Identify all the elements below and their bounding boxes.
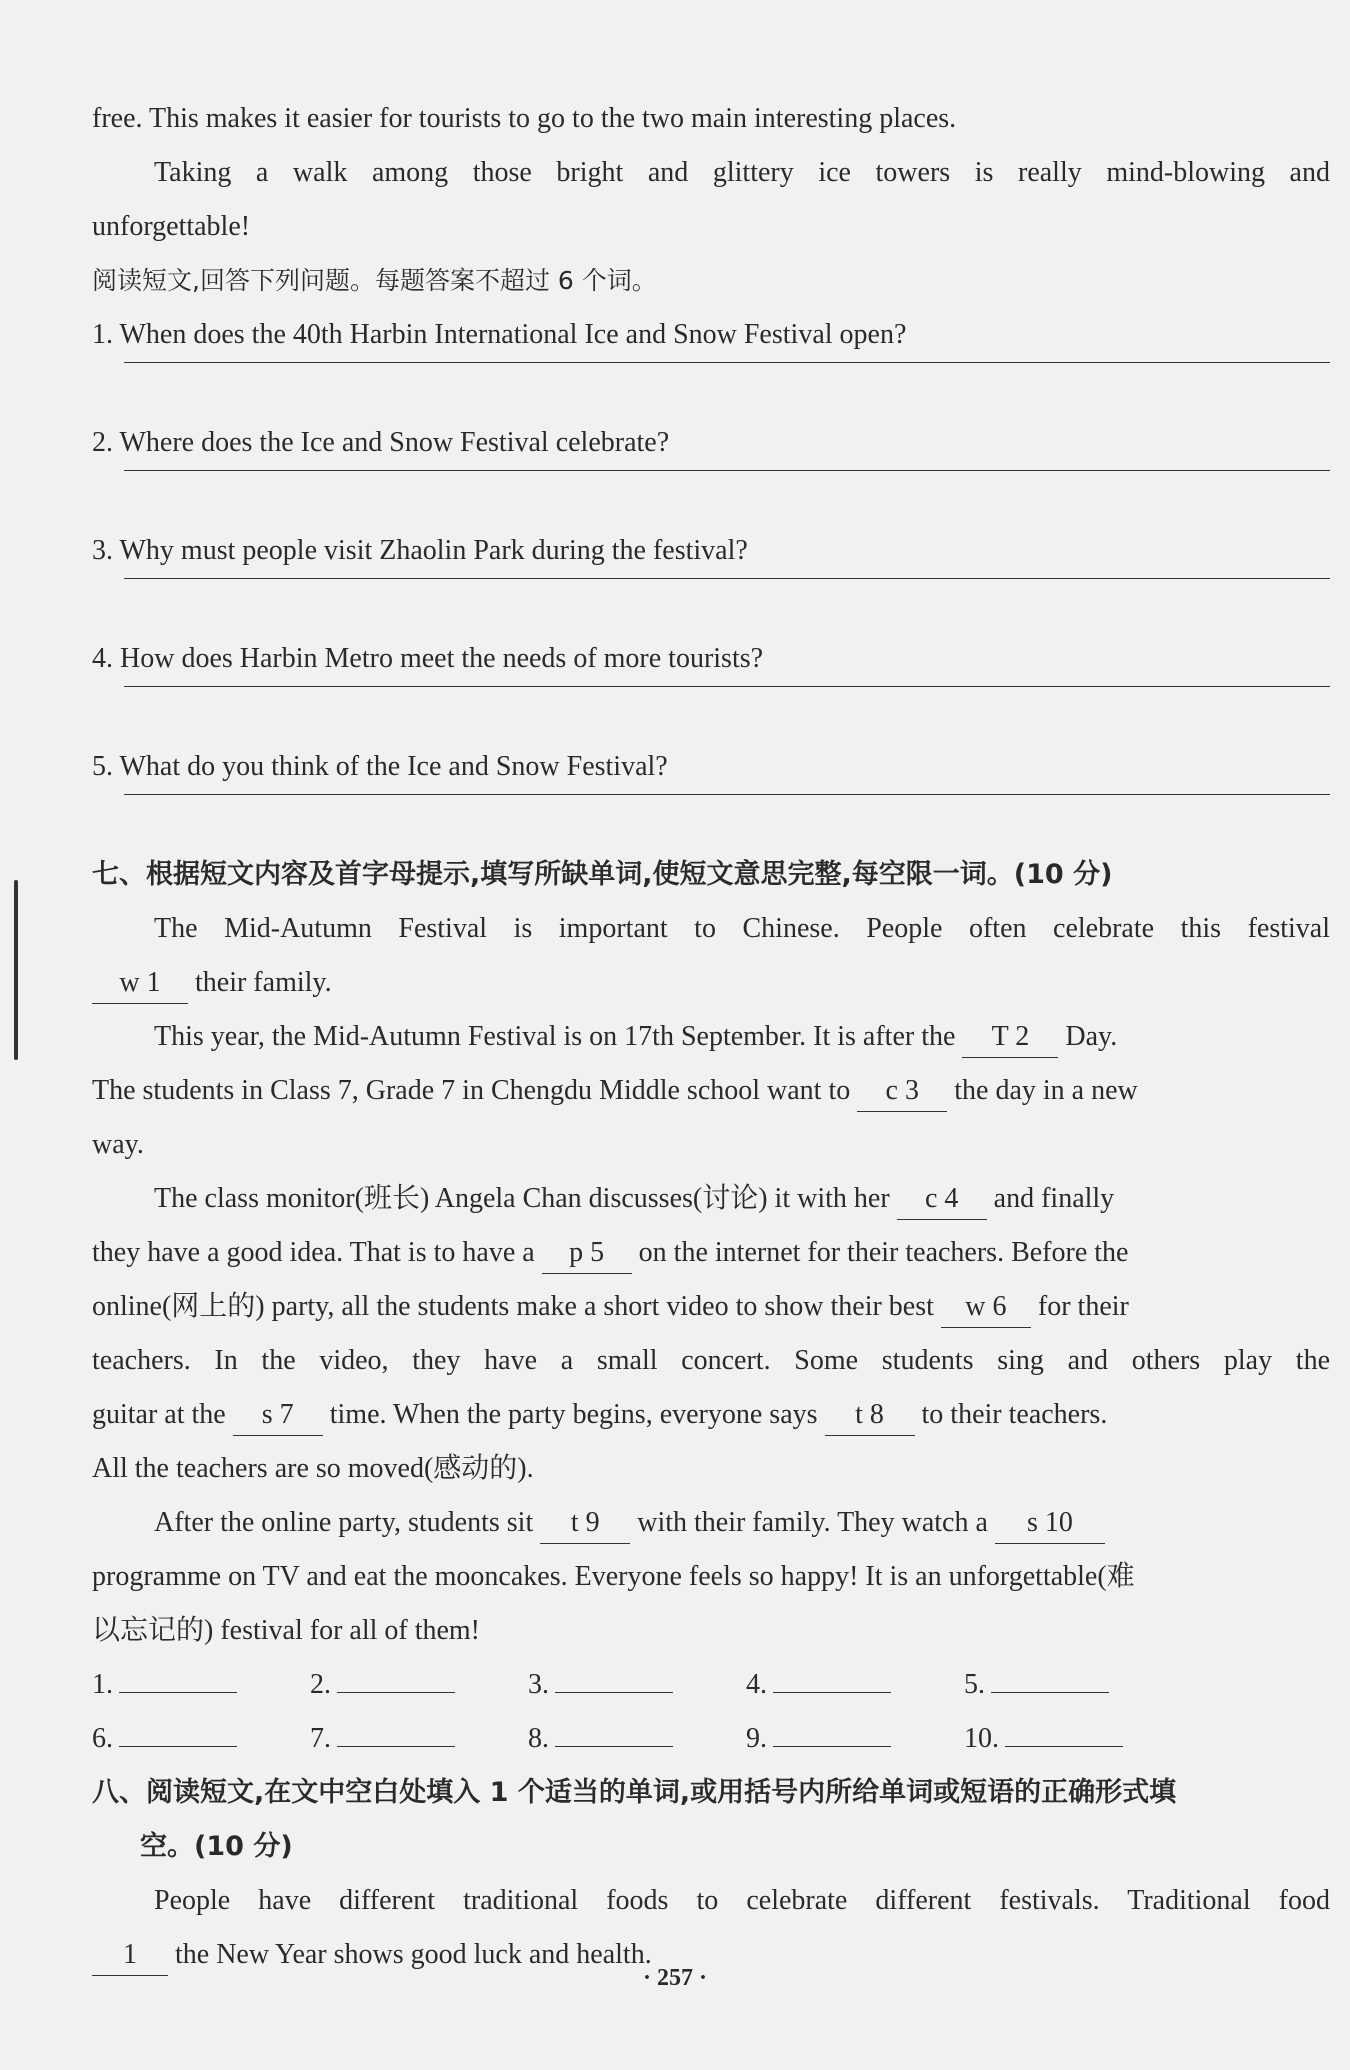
passage-line: Taking a walk among those bright and glittery ice towers is really mind-blowing and bbox=[154, 157, 1330, 188]
blank-2[interactable]: T 2 bbox=[962, 1017, 1058, 1058]
blank-1[interactable]: 1 bbox=[92, 1935, 168, 1976]
blank-9[interactable]: t 9 bbox=[540, 1503, 630, 1544]
passage-line: 1 the New Year shows good luck and health. bbox=[92, 1928, 1330, 1982]
blank-10[interactable]: s 10 bbox=[995, 1503, 1105, 1544]
passage-line: The Mid-Autumn Festival is important to Chinese. People often celebrate this festival bbox=[154, 913, 1330, 944]
passage-line: w 1 their family. bbox=[92, 956, 1330, 1010]
answer-line-2[interactable] bbox=[92, 470, 1330, 524]
blank-3[interactable]: c 3 bbox=[857, 1071, 947, 1112]
passage-line: programme on TV and eat the mooncakes. Everyone feels so happy! It is an unforgettable(难 bbox=[92, 1561, 1135, 1592]
question-4: 4. How does Harbin Metro meet the needs of more tourists? bbox=[92, 643, 764, 674]
question-5: 5. What do you think of the Ice and Snow Festival? bbox=[92, 751, 668, 782]
page-content bbox=[92, 92, 1330, 1982]
answer-slot[interactable]: 2. bbox=[310, 1658, 528, 1712]
question-2: 2. Where does the Ice and Snow Festival celebrate? bbox=[92, 427, 670, 458]
passage-line: online(网上的) party, all the students make a short video to show their best w 6 for their bbox=[92, 1280, 1330, 1334]
answer-line-5[interactable] bbox=[92, 794, 1330, 848]
passage-line: unforgettable! bbox=[92, 211, 251, 242]
section-8-title-cont: 空。(10 分) bbox=[140, 1831, 293, 1862]
passage-line: they have a good idea. That is to have a p 5 on the internet for their teachers. Before the bbox=[92, 1226, 1330, 1280]
passage-line: This year, the Mid-Autumn Festival is on 17th September. It is after the T 2 Day. bbox=[92, 1010, 1330, 1064]
answer-line-1[interactable] bbox=[92, 362, 1330, 416]
blank-4[interactable]: c 4 bbox=[897, 1179, 987, 1220]
question-instruction: 阅读短文,回答下列问题。每题答案不超过 6 个词。 bbox=[92, 266, 657, 295]
answer-line-4[interactable] bbox=[92, 686, 1330, 740]
blank-6[interactable]: w 6 bbox=[941, 1287, 1031, 1328]
section-8-title: 八、阅读短文,在文中空白处填入 1 个适当的单词,或用括号内所给单词或短语的正确形式填 bbox=[92, 1777, 1177, 1808]
answer-slot[interactable]: 4. bbox=[746, 1658, 964, 1712]
section-7-title: 七、根据短文内容及首字母提示,填写所缺单词,使短文意思完整,每空限一词。(10 分) bbox=[92, 859, 1113, 890]
answer-slot[interactable]: 5. bbox=[964, 1658, 1182, 1712]
passage-line: The class monitor(班长) Angela Chan discusses(讨论) it with her c 4 and finally bbox=[92, 1172, 1330, 1226]
passage-line: The students in Class 7, Grade 7 in Chengdu Middle school want to c 3 the day in a new bbox=[92, 1064, 1330, 1118]
answer-row-1 bbox=[92, 1658, 1330, 1712]
blank-1[interactable]: w 1 bbox=[92, 963, 188, 1004]
binding-mark bbox=[14, 880, 18, 1060]
passage-line: guitar at the s 7 time. When the party begins, everyone says t 8 to their teachers. bbox=[92, 1388, 1330, 1442]
answer-row-2 bbox=[92, 1712, 1330, 1766]
question-1: 1. When does the 40th Harbin International Ice and Snow Festival open? bbox=[92, 319, 907, 350]
passage-line: 以忘记的) festival for all of them! bbox=[92, 1615, 481, 1646]
answer-slot[interactable]: 8. bbox=[528, 1712, 746, 1766]
blank-8[interactable]: t 8 bbox=[825, 1395, 915, 1436]
blank-5[interactable]: p 5 bbox=[542, 1233, 632, 1274]
answer-slot[interactable]: 3. bbox=[528, 1658, 746, 1712]
answer-slot[interactable]: 1. bbox=[92, 1658, 310, 1712]
passage-line: free. This makes it easier for tourists to go to the two main interesting places. bbox=[92, 103, 957, 134]
answer-slot[interactable]: 6. bbox=[92, 1712, 310, 1766]
answer-line-3[interactable] bbox=[92, 578, 1330, 632]
passage-line: People have different traditional foods to celebrate different festivals. Traditional food bbox=[154, 1885, 1330, 1916]
answer-slot[interactable]: 9. bbox=[746, 1712, 964, 1766]
answer-slot[interactable]: 10. bbox=[964, 1712, 1182, 1766]
blank-7[interactable]: s 7 bbox=[233, 1395, 323, 1436]
page-number: · 257 · bbox=[642, 1965, 707, 1991]
answer-slot[interactable]: 7. bbox=[310, 1712, 528, 1766]
passage-line: After the online party, students sit t 9 with their family. They watch a s 10 bbox=[92, 1496, 1330, 1550]
question-3: 3. Why must people visit Zhaolin Park during the festival? bbox=[92, 535, 748, 566]
passage-line: way. bbox=[92, 1129, 144, 1160]
passage-line: All the teachers are so moved(感动的). bbox=[92, 1453, 534, 1484]
passage-line: teachers. In the video, they have a small concert. Some students sing and others play the bbox=[92, 1345, 1330, 1376]
